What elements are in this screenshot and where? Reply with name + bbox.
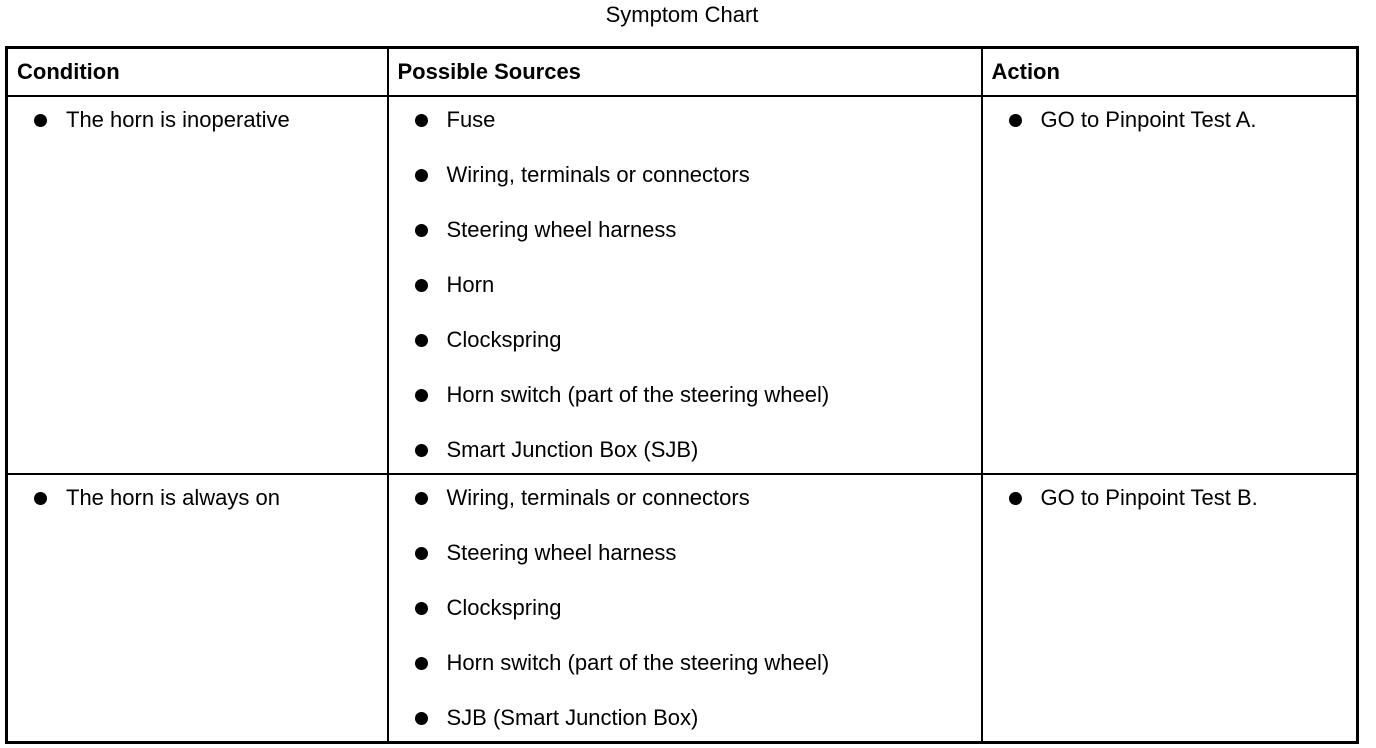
bullet-icon (415, 114, 428, 127)
condition-list (8, 97, 387, 133)
header-condition: Condition (7, 48, 388, 97)
sources-list (389, 97, 981, 463)
bullet-icon (415, 712, 428, 725)
action-list (983, 475, 1357, 511)
source-text: SJB (Smart Junction Box) (446, 705, 699, 730)
list-item (389, 162, 981, 188)
sources-cell (388, 96, 982, 474)
symptom-table (5, 46, 1359, 744)
source-text: Steering wheel harness (446, 217, 677, 242)
condition-cell (7, 96, 388, 474)
list-item (389, 485, 981, 511)
bullet-icon (415, 224, 428, 237)
list-item (983, 485, 1357, 511)
list-item (8, 107, 387, 133)
source-text: Steering wheel harness (446, 540, 677, 565)
source-text: Smart Junction Box (SJB) (446, 437, 699, 462)
list-item (389, 382, 981, 408)
condition-text: The horn is inoperative (66, 107, 290, 132)
condition-text: The horn is always on (66, 485, 280, 510)
header-possible-sources: Possible Sources (388, 48, 982, 97)
bullet-icon (415, 547, 428, 560)
source-text: Horn switch (part of the steering wheel) (446, 382, 830, 407)
list-item (389, 540, 981, 566)
list-item (389, 650, 981, 676)
action-text: GO to Pinpoint Test A. (1040, 107, 1257, 132)
bullet-icon (34, 114, 47, 127)
condition-cell (7, 474, 388, 743)
table-row (7, 474, 1358, 743)
page-title: Symptom Chart (605, 2, 759, 27)
list-item (389, 437, 981, 463)
table-row (7, 96, 1358, 474)
action-text: GO to Pinpoint Test B. (1040, 485, 1258, 510)
bullet-icon (415, 334, 428, 347)
sources-cell (388, 474, 982, 743)
source-text: Horn (446, 272, 495, 297)
table-header-row (7, 48, 1358, 97)
source-text: Fuse (446, 107, 496, 132)
sources-list (389, 475, 981, 731)
list-item (389, 217, 981, 243)
action-list (983, 97, 1357, 133)
action-cell (982, 96, 1358, 474)
source-text: Clockspring (446, 327, 562, 352)
bullet-icon (415, 602, 428, 615)
source-text: Wiring, terminals or connectors (446, 485, 750, 510)
list-item (389, 272, 981, 298)
bullet-icon (415, 279, 428, 292)
bullet-icon (34, 492, 47, 505)
bullet-icon (415, 169, 428, 182)
list-item (389, 327, 981, 353)
condition-list (8, 475, 387, 511)
list-item (389, 705, 981, 731)
bullet-icon (415, 444, 428, 457)
header-action: Action (982, 48, 1358, 97)
action-cell (982, 474, 1358, 743)
bullet-icon (415, 492, 428, 505)
source-text: Wiring, terminals or connectors (446, 162, 750, 187)
list-item (983, 107, 1357, 133)
bullet-icon (415, 657, 428, 670)
bullet-icon (1009, 492, 1022, 505)
list-item (389, 107, 981, 133)
list-item (8, 485, 387, 511)
source-text: Clockspring (446, 595, 562, 620)
bullet-icon (1009, 114, 1022, 127)
bullet-icon (415, 389, 428, 402)
source-text: Horn switch (part of the steering wheel) (446, 650, 830, 675)
list-item (389, 595, 981, 621)
